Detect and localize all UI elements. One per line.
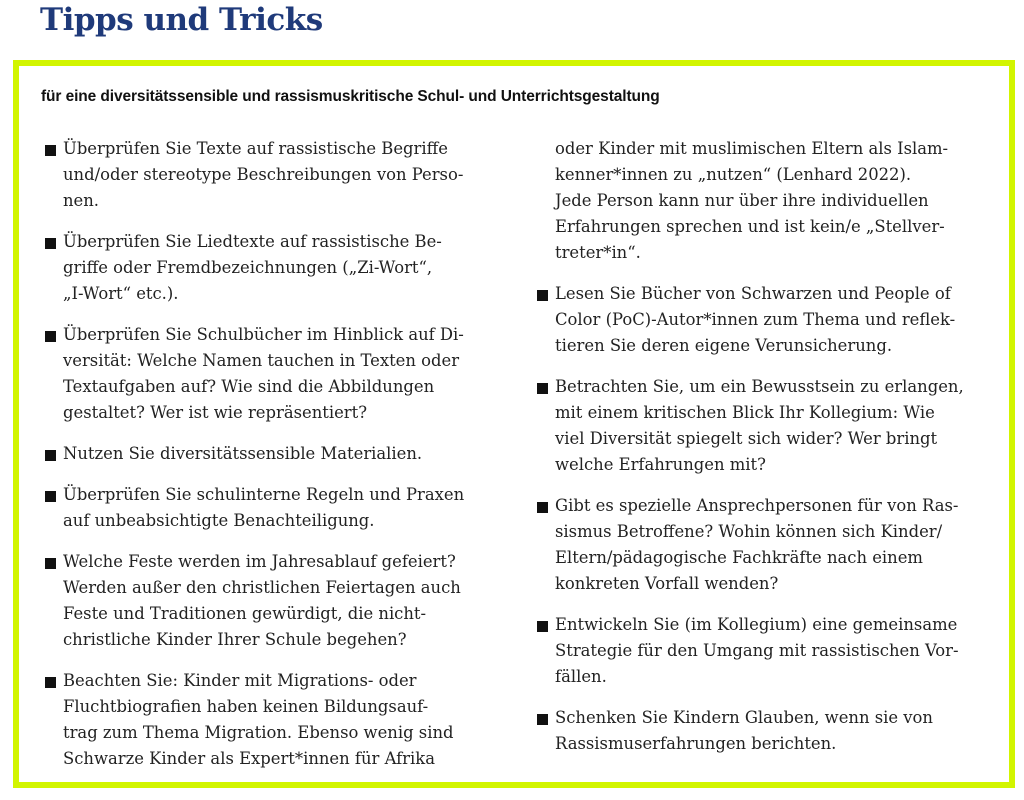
tip-text-line: Welche Feste werden im Jahresablauf gefeiert? bbox=[63, 552, 456, 571]
tip-text-line: Lesen Sie Bücher von Schwarzen und People of bbox=[555, 284, 951, 303]
tip-list-item bbox=[43, 136, 495, 214]
tip-text-line: Schwarze Kinder als Expert*innen für Afrika bbox=[63, 749, 435, 768]
tip-list-item bbox=[535, 493, 991, 597]
square-bullet-icon bbox=[537, 383, 548, 394]
tip-text-line: Überprüfen Sie Schulbücher im Hinblick auf Di- bbox=[63, 325, 464, 344]
tip-text-line: Werden außer den christlichen Feiertagen auch bbox=[63, 578, 461, 597]
tip-text-line: gestaltet? Wer ist wie repräsentiert? bbox=[63, 403, 368, 422]
tip-text-line: Beachten Sie: Kinder mit Migrations- oder bbox=[63, 671, 417, 690]
tip-text-line: fällen. bbox=[555, 667, 607, 686]
tip-list-item bbox=[535, 281, 991, 359]
square-bullet-icon bbox=[45, 491, 56, 502]
left-column bbox=[43, 136, 495, 787]
tip-text-line: tieren Sie deren eigene Verunsicherung. bbox=[555, 336, 893, 355]
tip-text-line: Nutzen Sie diversitätssensible Materialien. bbox=[63, 444, 423, 463]
tip-text-line: mit einem kritischen Blick Ihr Kollegium: Wie bbox=[555, 403, 935, 422]
tip-list-item bbox=[535, 374, 991, 478]
tip-text-line: Color (PoC)-Autor*innen zum Thema und reflek- bbox=[555, 310, 956, 329]
tip-list-item bbox=[43, 668, 495, 772]
tip-text-line: kenner*innen zu „nutzen“ (Lenhard 2022). bbox=[555, 165, 912, 184]
tip-text-line: Eltern/pädagogische Fachkräfte nach einem bbox=[555, 548, 923, 567]
tip-text-line: Betrachten Sie, um ein Bewusstsein zu erlangen, bbox=[555, 377, 964, 396]
tip-text-line: sismus Betroffene? Wohin können sich Kinder/ bbox=[555, 522, 943, 541]
tip-text-line: viel Diversität spiegelt sich wider? Wer bringt bbox=[555, 429, 938, 448]
tip-text-line: griffe oder Fremdbezeichnungen („Zi-Wort“, bbox=[63, 258, 433, 277]
square-bullet-icon bbox=[45, 558, 56, 569]
tip-text-line: Erfahrungen sprechen und ist kein/e „Stellver- bbox=[555, 217, 945, 236]
tip-text-line: Strategie für den Umgang mit rassistischen Vor- bbox=[555, 641, 959, 660]
tip-list-item bbox=[535, 705, 991, 757]
tip-text-line: konkreten Vorfall wenden? bbox=[555, 574, 779, 593]
tip-list-item bbox=[43, 322, 495, 426]
square-bullet-icon bbox=[537, 621, 548, 632]
tip-text-line: christliche Kinder Ihrer Schule begehen? bbox=[63, 630, 407, 649]
tip-text-line: Überprüfen Sie Texte auf rassistische Begriffe bbox=[63, 139, 448, 158]
square-bullet-icon bbox=[537, 502, 548, 513]
tip-text-line: Schenken Sie Kindern Glauben, wenn sie von bbox=[555, 708, 933, 727]
right-column bbox=[535, 136, 991, 772]
tip-text-line: Rassismuserfahrungen berichten. bbox=[555, 734, 837, 753]
tip-text-line: Jede Person kann nur über ihre individuellen bbox=[555, 191, 929, 210]
tip-text-line: „I-Wort“ etc.). bbox=[63, 284, 179, 303]
tip-text-line: Textaufgaben auf? Wie sind die Abbildungen bbox=[63, 377, 435, 396]
tip-text-line: welche Erfahrungen mit? bbox=[555, 455, 766, 474]
square-bullet-icon bbox=[537, 290, 548, 301]
tip-text-line: Feste und Traditionen gewürdigt, die nicht- bbox=[63, 604, 427, 623]
tip-list-item bbox=[43, 482, 495, 534]
tip-text-line: Überprüfen Sie schulinterne Regeln und Praxen bbox=[63, 485, 465, 504]
tip-text-line: oder Kinder mit muslimischen Eltern als Islam- bbox=[555, 139, 949, 158]
tip-text-line: nen. bbox=[63, 191, 100, 210]
tip-list-item bbox=[43, 549, 495, 653]
tip-list-item bbox=[43, 229, 495, 307]
square-bullet-icon bbox=[45, 450, 56, 461]
tip-text-line: trag zum Thema Migration. Ebenso wenig sind bbox=[63, 723, 454, 742]
tips-box bbox=[13, 60, 1015, 788]
tip-text-line: Entwickeln Sie (im Kollegium) eine gemeinsame bbox=[555, 615, 958, 634]
tip-text-line: treter*in“. bbox=[555, 243, 641, 262]
tip-text-line: Überprüfen Sie Liedtexte auf rassistische Be- bbox=[63, 232, 442, 251]
box-subtitle: für eine diversitätssensible und rassismuskritische Schul- und Unterrichtsgestaltung bbox=[41, 88, 660, 105]
tip-text-line: auf unbeabsichtigte Benachteiligung. bbox=[63, 511, 375, 530]
square-bullet-icon bbox=[45, 331, 56, 342]
tip-list-item bbox=[535, 612, 991, 690]
square-bullet-icon bbox=[537, 714, 548, 725]
tip-list-item-continuation bbox=[535, 136, 991, 266]
square-bullet-icon bbox=[45, 145, 56, 156]
tip-text-line: Fluchtbiografien haben keinen Bildungsauf- bbox=[63, 697, 429, 716]
square-bullet-icon bbox=[45, 677, 56, 688]
tip-text-line: versität: Welche Namen tauchen in Texten oder bbox=[63, 351, 460, 370]
tip-text-line: Gibt es spezielle Ansprechpersonen für von Ras- bbox=[555, 496, 959, 515]
square-bullet-icon bbox=[45, 238, 56, 249]
page-title: Tipps und Tricks bbox=[40, 2, 323, 38]
tip-text-line: und/oder stereotype Beschreibungen von Perso- bbox=[63, 165, 464, 184]
tip-list-item bbox=[43, 441, 495, 467]
